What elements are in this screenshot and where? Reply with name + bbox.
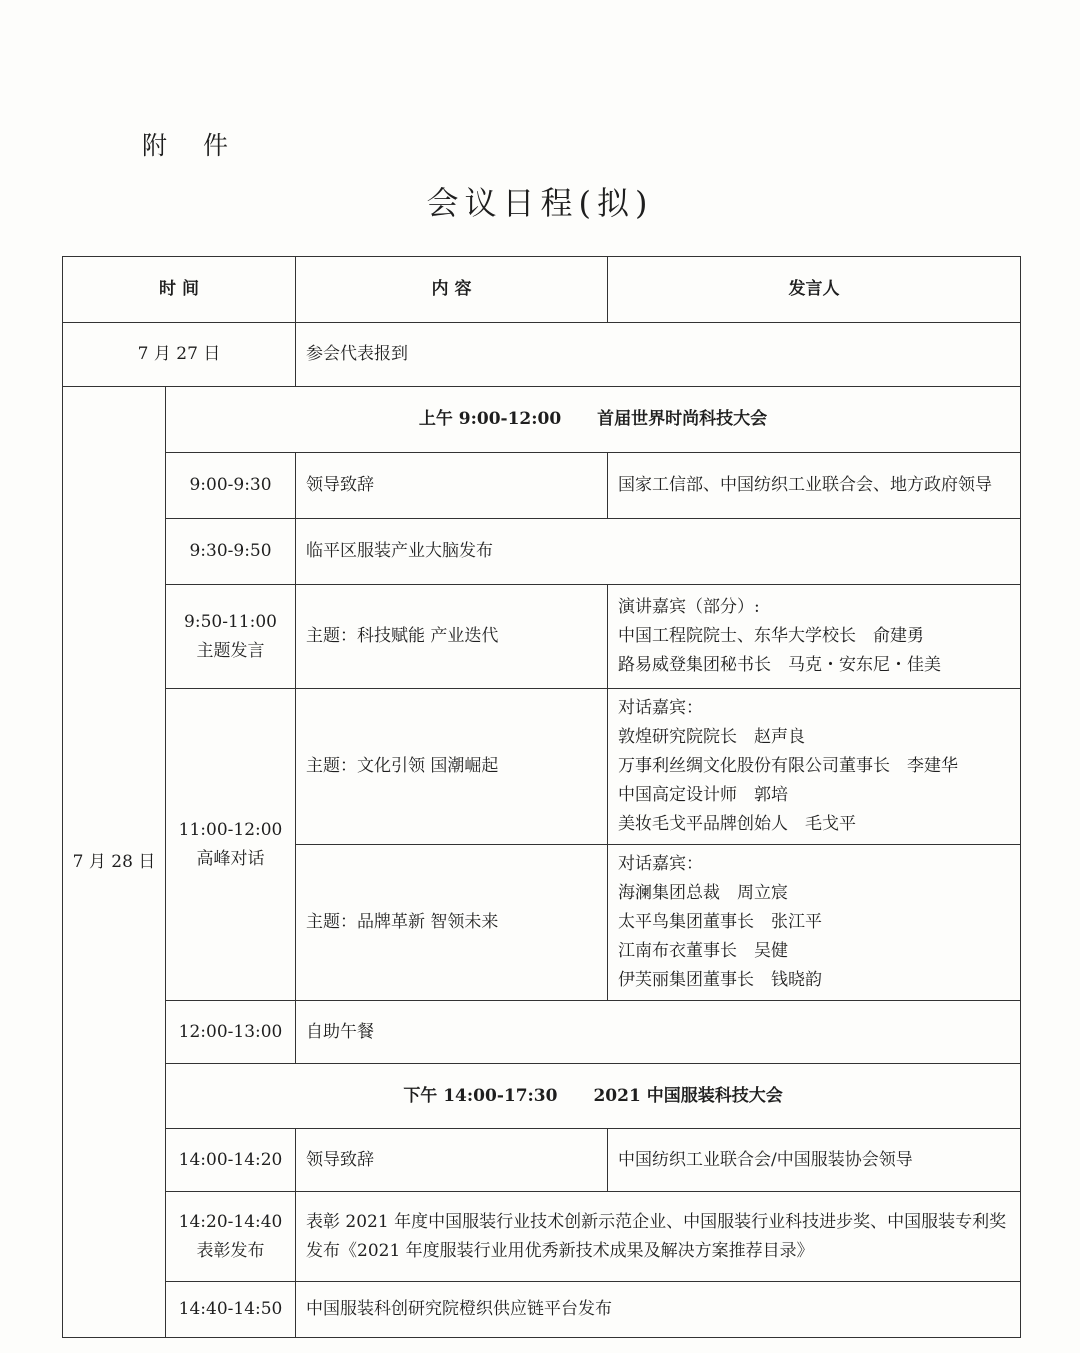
r3-speaker-title: 演讲嘉宾（部分）: [618,597,760,617]
morning-session-header [166,387,1021,453]
r6-speaker: 中国纺织工业联合会/中国服装协会领导 [608,1129,1021,1192]
r7-time-label: 表彰发布 [196,1240,265,1261]
header-time: 时 间 [63,257,296,323]
morning-time: 上午 9:00-12:00 [418,409,562,429]
r4b-speaker: 太平鸟集团董事长 张江平 [618,912,823,932]
r4a-speakers [608,689,1021,845]
r7-time-cell [166,1192,296,1282]
r3-speaker: 路易威登集团秘书长 马克・安东尼・佳美 [618,655,942,675]
r4a-speaker-title: 对话嘉宾： [618,698,704,718]
r6-time: 14:00-14:20 [166,1129,296,1192]
r4b-speaker: 江南布衣董事长 吴健 [618,941,789,961]
afternoon-name: 2021 中国服装科技大会 [593,1085,783,1106]
attachment-label: 附 件 [142,131,242,160]
r1-content: 领导致辞 [296,453,608,519]
r4a-speaker: 中国高定设计师 郭培 [618,785,789,805]
r8-content: 中国服装科创研究院橙织供应链平台发布 [296,1282,1021,1338]
r4a-speaker: 敦煌研究院院长 赵声良 [618,727,806,747]
r1-time: 9:00-9:30 [166,453,296,519]
r1-speaker: 国家工信部、中国纺织工业联合会、地方政府领导 [608,453,1021,519]
r7-content-release: 发布《2021 年度服装行业用优秀新技术成果及解决方案推荐目录》 [306,1240,814,1261]
day1-content: 参会代表报到 [296,323,1021,387]
r4b-speakers [608,845,1021,1001]
r2-time: 9:30-9:50 [166,519,296,585]
r4b-speaker: 伊芙丽集团董事长 钱晓韵 [618,970,823,990]
r4-time-label: 高峰对话 [196,848,265,869]
r5-content: 自助午餐 [296,1001,1021,1064]
r3-speaker: 中国工程院院士、东华大学校长 俞建勇 [618,626,925,646]
r4b-content: 主题：品牌革新 智领未来 [296,845,608,1001]
r4b-speaker: 海澜集团总裁 周立宸 [618,883,789,903]
day2-date: 7 月 28 日 [63,387,166,1338]
r2-content: 临平区服装产业大脑发布 [296,519,1021,585]
afternoon-time: 下午 14:00-17:30 [403,1085,558,1106]
r3-content: 主题：科技赋能 产业迭代 [296,585,608,689]
r6-content: 领导致辞 [296,1129,608,1192]
r7-content-award: 表彰 2021 年度中国服装行业技术创新示范企业、中国服装行业科技进步奖、中国服装专利奖 [306,1211,1007,1232]
r3-time-label: 主题发言 [196,640,265,661]
r4b-speaker-title: 对话嘉宾： [618,854,704,874]
afternoon-session-header [166,1064,1021,1129]
header-content: 内 容 [296,257,608,323]
r4a-content: 主题：文化引领 国潮崛起 [296,689,608,845]
r4a-speaker: 万事利丝绸文化股份有限公司董事长 李建华 [618,756,959,776]
r4a-speaker: 美妆毛戈平品牌创始人 毛戈平 [618,814,857,834]
r7-content [296,1192,1021,1282]
r3-speakers [608,585,1021,689]
r4-time: 11:00-12:00 [178,819,283,840]
r3-time: 9:50-11:00 [184,611,277,632]
day1-date: 7 月 27 日 [63,323,296,387]
r3-time-cell [166,585,296,689]
document-title: 会议日程(拟) [426,184,654,222]
header-speaker: 发言人 [608,257,1021,323]
schedule-table [62,256,1021,1338]
r7-time: 14:20-14:40 [178,1211,283,1232]
r5-time: 12:00-13:00 [166,1001,296,1064]
r4-time-cell [166,689,296,1001]
r8-time: 14:40-14:50 [166,1282,296,1338]
morning-name: 首届世界时尚科技大会 [597,409,768,429]
